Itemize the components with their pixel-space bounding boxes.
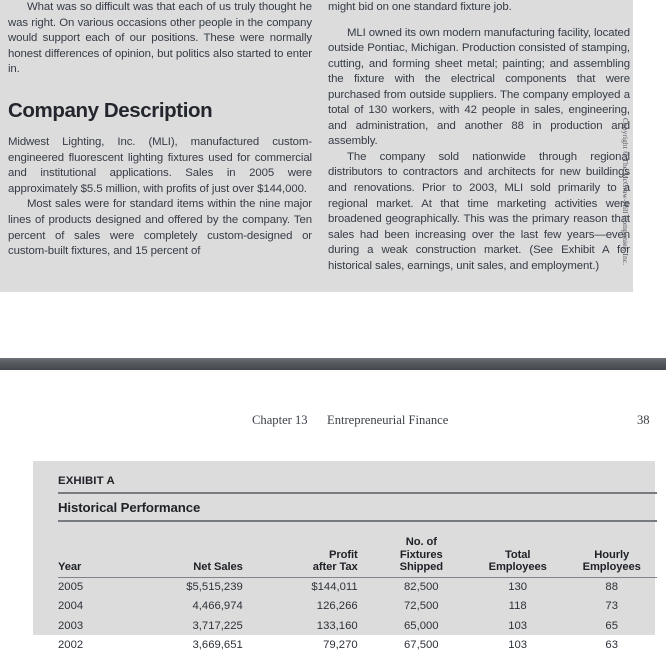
cell-year: 2003	[58, 619, 84, 632]
page-separator-band	[0, 358, 666, 370]
table-body	[58, 577, 657, 655]
table-row	[58, 577, 657, 597]
copyright-notice: Copyright © The McGraw-Hill Companies, Inc.	[621, 118, 630, 266]
page-number: 38	[637, 413, 650, 427]
column-header-total-employees	[469, 536, 566, 577]
paragraph-left-1: What was so difficult was that each of us truly thought he was right. On various occasions other people in the company would support each of our positions. These were normally honest differences of opinion, but politics also started to enter in.	[8, 1, 312, 76]
column-header-hourly-employees	[566, 536, 657, 577]
cell-total-employees: 103	[508, 639, 528, 652]
cell-net-sales: 3,669,651	[192, 639, 243, 652]
cell-profit-after-tax: 79,270	[323, 639, 358, 652]
cell-year: 2002	[58, 639, 84, 652]
text-column-left	[8, 0, 312, 260]
cell-total-employees: 130	[508, 580, 528, 593]
cell-fixtures-shipped: 65,000	[404, 619, 439, 632]
table-header-row	[58, 536, 657, 577]
column-header-net-sales-line1: Net Sales	[193, 561, 243, 574]
cell-profit-after-tax: 126,266	[316, 600, 358, 613]
cell-net-sales: 4,466,974	[192, 600, 243, 613]
page-columns	[0, 0, 633, 292]
running-head	[0, 413, 666, 433]
cell-hourly-employees: 88	[605, 580, 618, 593]
table-row	[58, 597, 657, 616]
cell-net-sales: $5,515,239	[186, 580, 243, 593]
cell-net-sales: 3,717,225	[192, 619, 243, 632]
paragraph-left-3: Most sales were for standard items within the nine major lines of products designed and offered by the company. Ten percent of sales were completely custom-designed or custom-built fixtures, and 15 percent of	[8, 198, 312, 258]
column-header-total-employees-line1: Total	[504, 548, 531, 561]
cell-profit-after-tax: $144,011	[311, 580, 358, 593]
cell-fixtures-shipped: 67,500	[404, 639, 439, 652]
cell-total-employees: 103	[508, 619, 528, 632]
column-header-profit-after-tax	[257, 536, 374, 577]
cell-year: 2004	[58, 600, 84, 613]
table-row	[58, 617, 657, 636]
column-header-hourly-employees-line1: Hourly	[594, 548, 630, 561]
column-header-fixtures-line3: Shipped	[399, 561, 444, 574]
column-header-fixtures-line2: Fixtures	[399, 548, 443, 561]
column-header-fixtures-line1: No. of	[405, 536, 437, 548]
cell-hourly-employees: 73	[605, 600, 618, 613]
cell-hourly-employees: 63	[605, 639, 618, 652]
column-header-year-line1: Year	[58, 561, 82, 574]
column-header-profit-line2: after Tax	[312, 561, 358, 574]
exhibit-label: EXHIBIT A	[58, 475, 115, 487]
column-header-hourly-employees-line2: Employees	[582, 561, 641, 574]
paragraph-right-2: MLI owned its own modern manufacturing facility, located outside Pontiac, Michigan. Production consisted of stamping, cutting, and forming sheet metal; painting; and assembling the fixture with the electrical components that were purchased from outside suppliers. The company employed a total of 130 workers, with 42 people in sales, engineering, and administration, and another 88 in production and assembly.	[328, 26, 630, 148]
column-header-fixtures-shipped	[374, 536, 469, 577]
exhibit-content	[58, 461, 655, 655]
paragraph-left-2: Midwest Lighting, Inc. (MLI), manufactured custom-engineered fluorescent lighting fixtures used for commercial and institutional applications. Sales in 2005 were approximately $5.5 million, with profits of just over $144,000.	[8, 136, 312, 195]
column-header-net-sales	[140, 536, 256, 577]
running-head-title: Entrepreneurial Finance	[327, 413, 449, 427]
exhibit-a-block	[33, 461, 655, 652]
exhibit-rule-middle	[58, 520, 657, 522]
section-heading-company-description: Company Description	[8, 98, 213, 122]
scanned-page-top	[0, 0, 633, 292]
column-header-year	[58, 536, 140, 577]
table-header	[58, 536, 657, 577]
paragraph-right-1: might bid on one standard fixture job.	[328, 1, 512, 13]
text-column-right	[328, 0, 630, 274]
table-row	[58, 636, 657, 655]
cell-total-employees: 118	[508, 600, 527, 613]
historical-performance-table	[58, 536, 657, 655]
running-head-chapter: Chapter 13	[252, 413, 308, 427]
exhibit-title: Historical Performance	[58, 500, 201, 515]
cell-fixtures-shipped: 72,500	[404, 600, 439, 613]
cell-hourly-employees: 65	[605, 619, 618, 632]
cell-year: 2005	[58, 580, 84, 593]
paragraph-right-3: The company sold nationwide through regional distributors to contractors and architects for new buildings and renovations. Prior to 2003, MLI sold primarily to a regional market. At that time marketing activities were broadened geographically. This was the primary reason that sales had been increasing over the last few years—even during a weak construction market. (See Exhibit A for historical sales, earnings, unit sales, and employment.)	[328, 150, 630, 272]
cell-fixtures-shipped: 82,500	[404, 580, 439, 593]
column-header-profit-line1: Profit	[329, 548, 358, 561]
cell-profit-after-tax: 133,160	[316, 619, 358, 632]
column-header-total-employees-line2: Employees	[488, 561, 547, 574]
